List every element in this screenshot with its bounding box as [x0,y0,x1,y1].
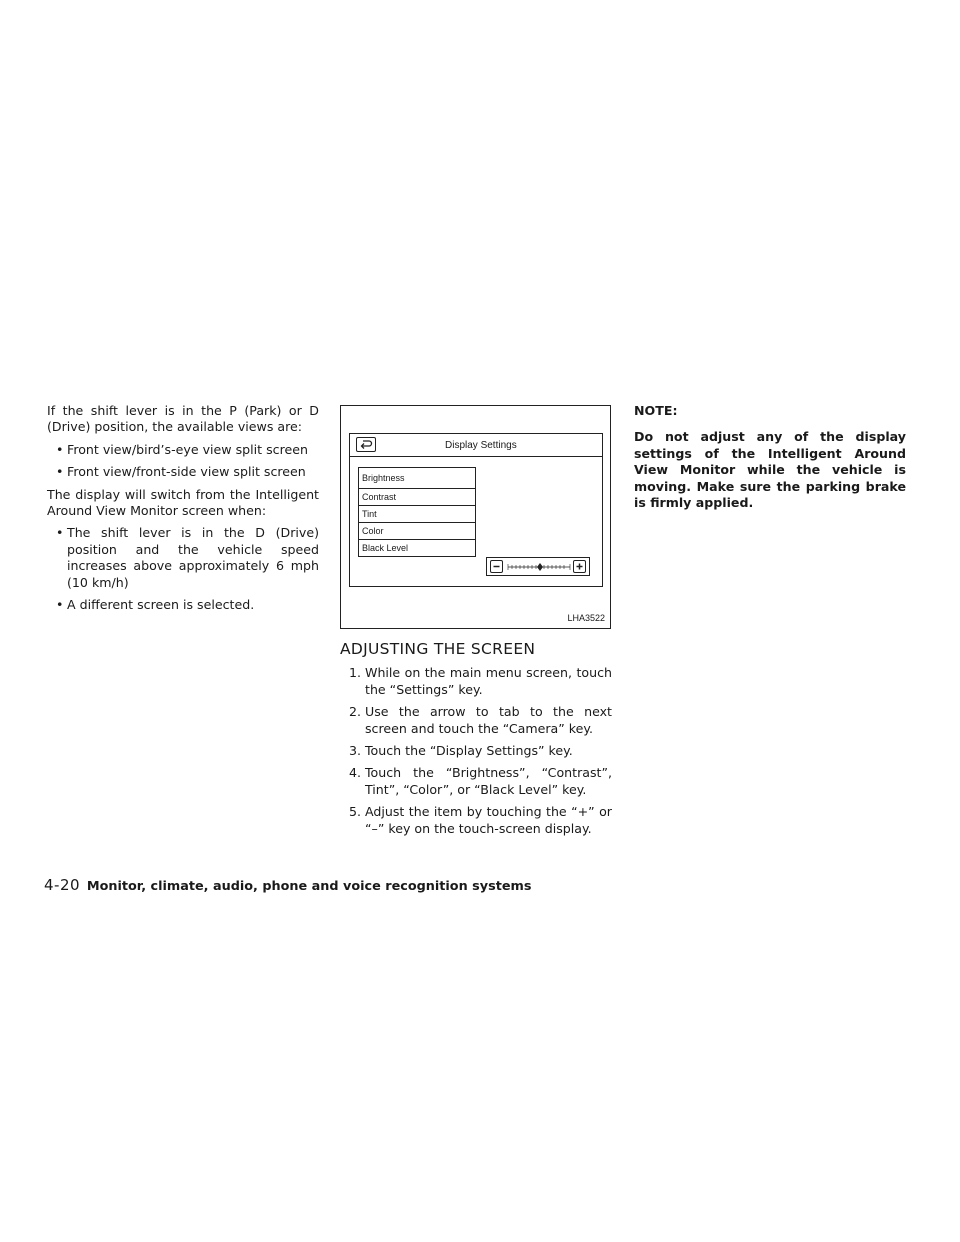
list-item [47,525,319,591]
list-item [47,597,319,613]
note-title: NOTE: [634,403,678,418]
menu-item-contrast: Contrast [359,489,475,506]
bullet-symbol: • [56,525,64,541]
step-number: 5. [349,804,362,820]
step-text: Touch the “Brightness”, “Contrast”, Tint”, “Color”, or “Black Level” key. [365,765,612,797]
list-item [340,804,612,837]
back-button [356,437,376,452]
plus-icon [575,562,584,571]
adjustment-bar [486,557,590,576]
menu-item-color: Color [359,523,475,540]
step-text: Touch the “Display Settings” key. [365,743,573,759]
step-text: Use the arrow to tab to the next screen and touch the “Camera” key. [365,704,612,736]
list-item [340,665,612,698]
menu-item-tint: Tint [359,506,475,523]
menu-item-black-level: Black Level [362,543,409,553]
list-item [47,442,319,458]
menu-item-brightness: Brightness [359,468,475,489]
adjustment-slider [507,560,571,574]
note-text: Do not adjust any of the display settings of the Intelligent Around View Monitor while the vehicle is moving. Make sure the parking brake is firmly applied. [634,429,906,511]
figure-code: LHA3522 [567,612,605,623]
bullet-symbol: • [56,441,64,457]
settings-menu [358,467,476,557]
step-number: 2. [349,704,362,720]
step-text: While on the main menu screen, touch the “Settings” key. [365,665,612,697]
screen-title: Display Settings [445,440,517,451]
screen-header [350,434,602,457]
left-column [47,403,319,619]
list-item [340,704,612,737]
section-heading: ADJUSTING THE SCREEN [340,640,536,658]
view-option-text: Front view/front-side view split screen [67,464,306,480]
step-number: 3. [349,743,362,759]
condition-text: The shift lever is in the D (Drive) position and the vehicle speed increases above approximately 6 mph (10 km/h) [67,525,319,590]
display-settings-figure [340,405,611,629]
list-item [340,743,612,759]
right-column [634,403,906,511]
bullet-symbol: • [56,464,64,480]
back-arrow-icon [359,439,373,450]
minus-button [490,560,503,573]
step-text: Adjust the item by touching the “+” or “–” key on the touch-screen display. [365,804,612,836]
condition-text: A different screen is selected. [67,597,255,613]
list-item [340,765,612,798]
step-number: 1. [349,665,362,681]
list-item [47,464,319,480]
view-option-text: Front view/bird’s-eye view split screen [67,441,308,457]
views-intro: If the shift lever is in the P (Park) or D (Drive) position, the available views are: [47,403,319,435]
page-footer [44,876,531,894]
step-number: 4. [349,765,362,781]
plus-button [573,560,586,573]
switch-intro: The display will switch from the Intelligent Around View Monitor screen when: [47,486,319,519]
bullet-symbol: • [56,597,64,613]
display-settings-screen [349,433,603,587]
middle-column [340,403,612,843]
minus-icon [492,562,501,571]
chapter-title: Monitor, climate, audio, phone and voice recognition systems [86,879,532,894]
page-number: 4-20 [44,876,81,894]
